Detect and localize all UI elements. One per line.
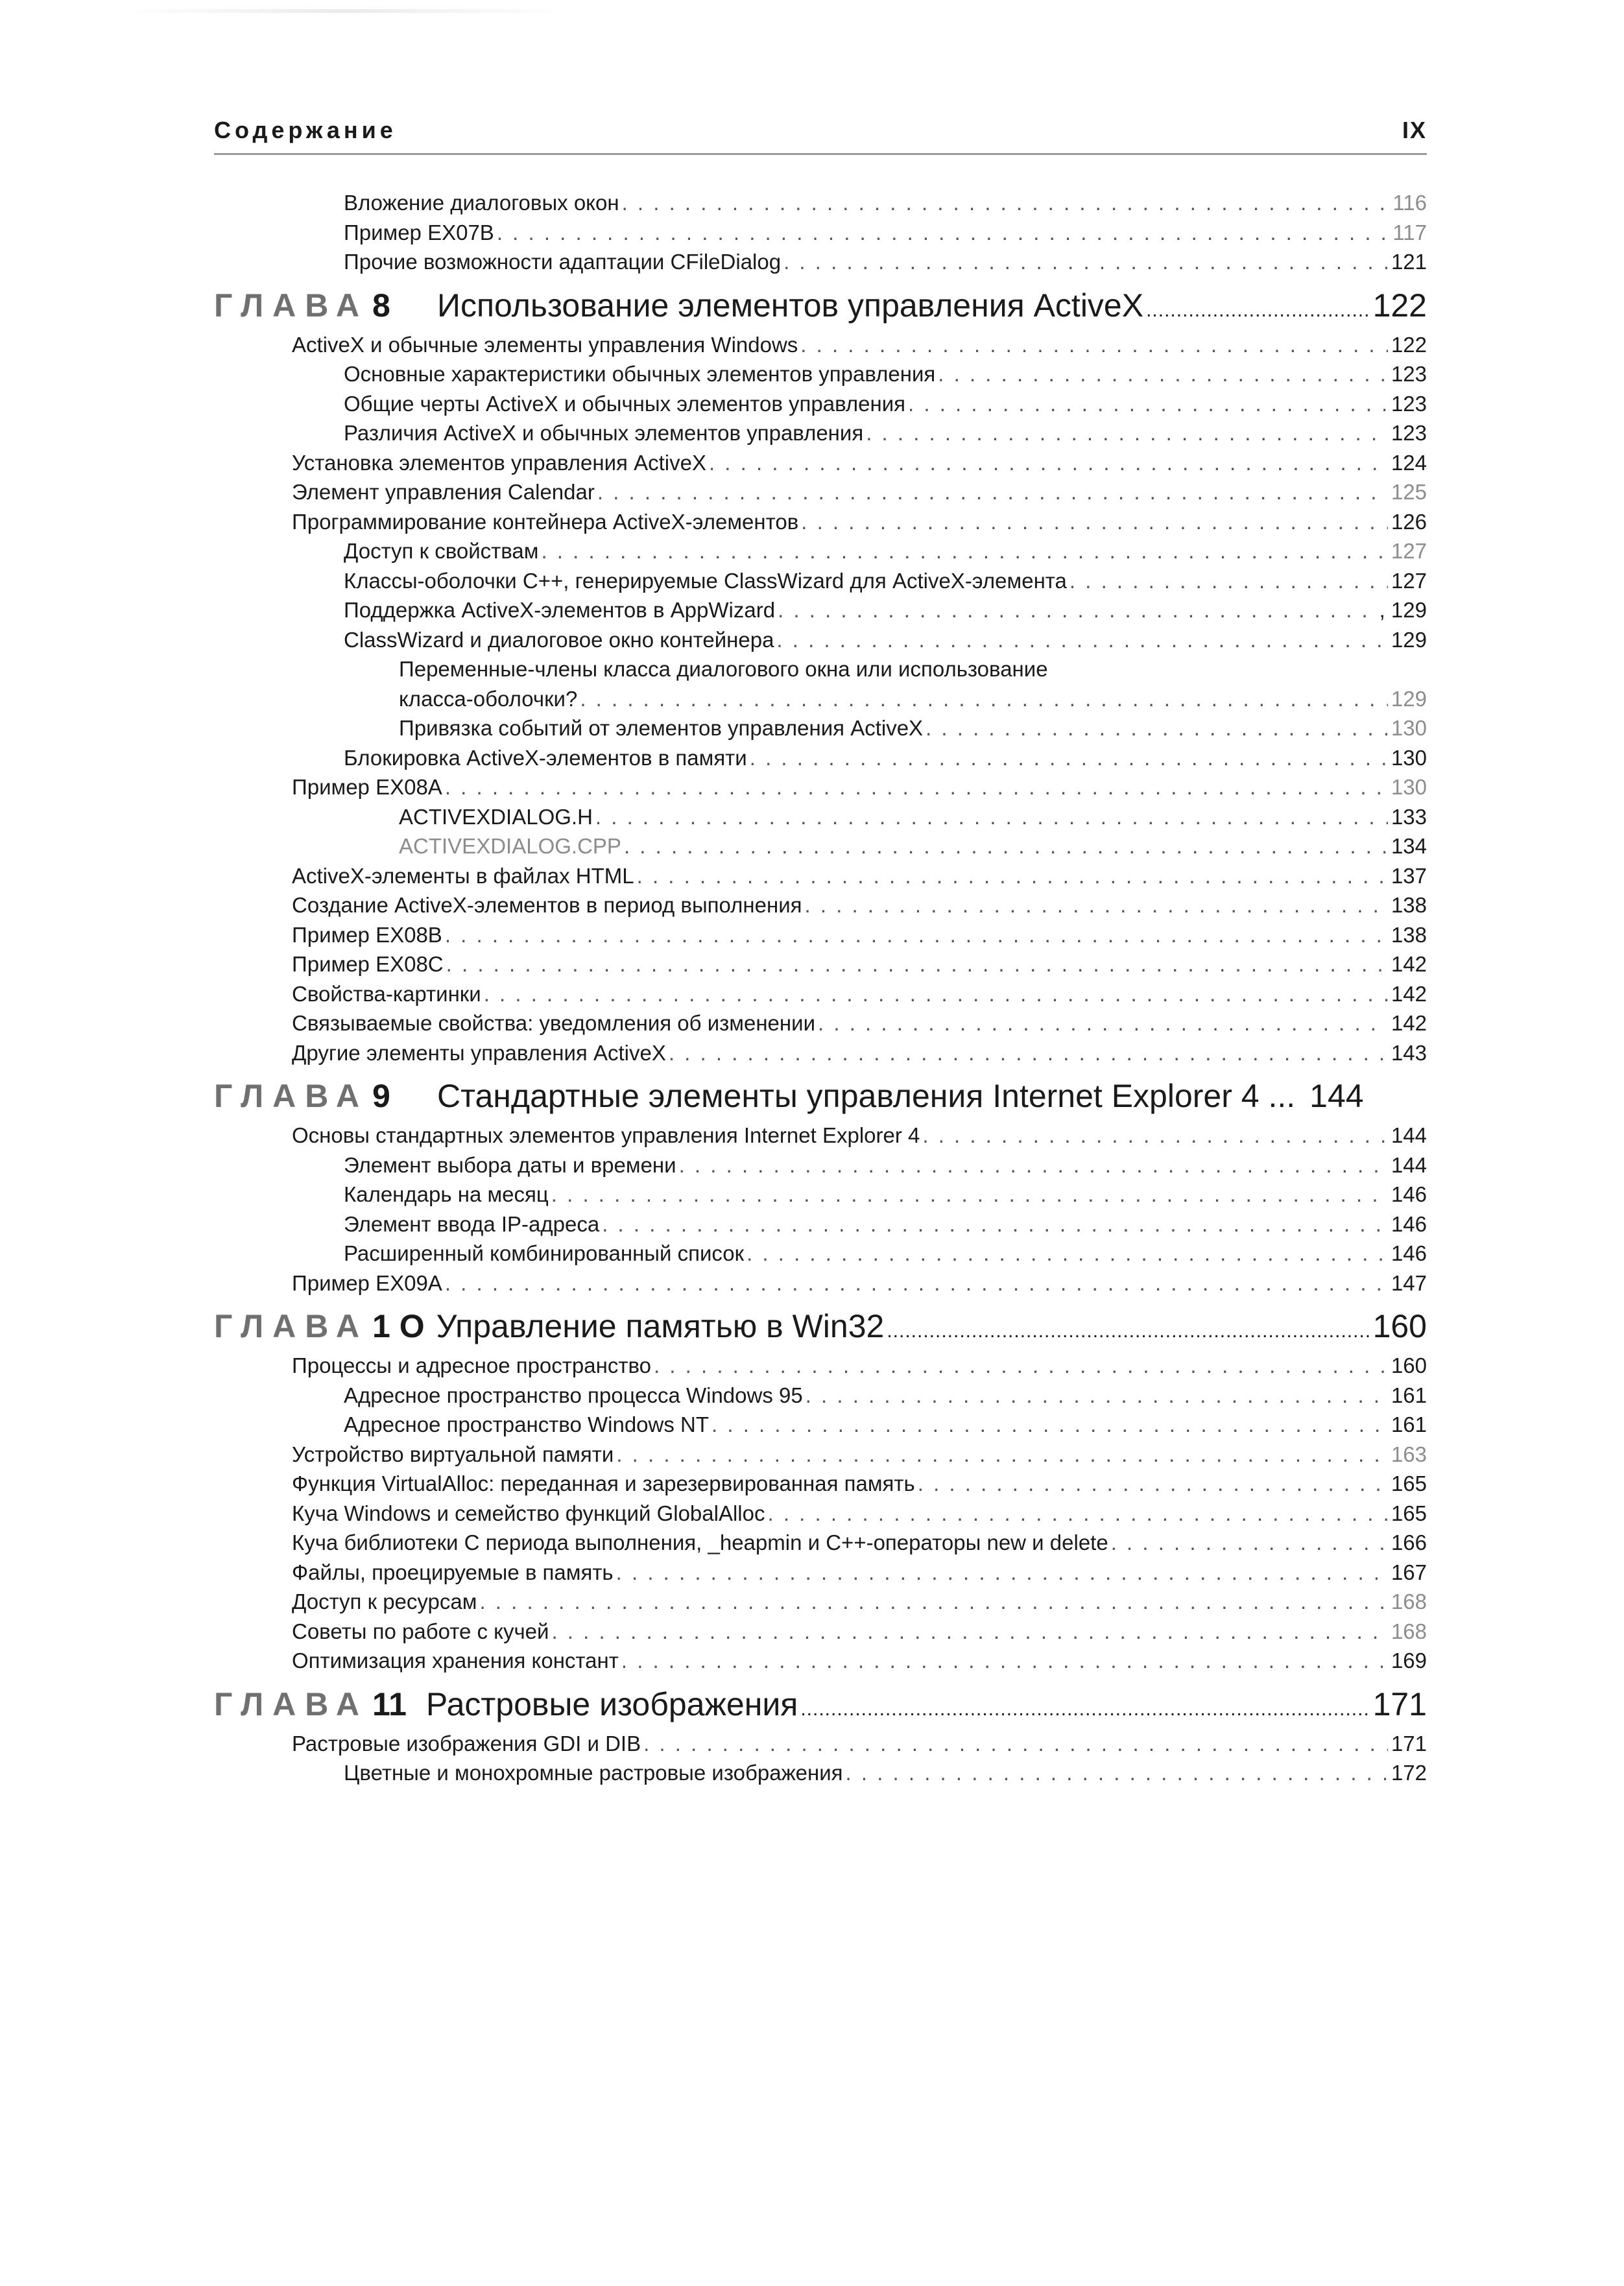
chapter-label: ГЛАВА (214, 1685, 369, 1722)
toc-entry-page: 130 (1391, 775, 1427, 799)
toc-entry-page: 138 (1391, 893, 1427, 917)
leader-dots (778, 595, 1377, 625)
toc-entry[interactable] (214, 566, 1427, 596)
table-of-contents (214, 188, 1427, 1788)
toc-entry-title: Различия ActiveX и обычных элементов управления (344, 421, 864, 445)
toc-entry-page: 146 (1391, 1241, 1427, 1265)
chapter-heading-11[interactable] (214, 1681, 1427, 1728)
leader-dots (776, 625, 1388, 655)
leader-dots (938, 359, 1388, 389)
leader-dots (621, 1646, 1388, 1676)
leader-dots (908, 389, 1388, 419)
toc-entry[interactable] (214, 1558, 1427, 1588)
toc-entry[interactable] (214, 1758, 1427, 1788)
toc-entry-page: 142 (1391, 952, 1427, 976)
leader-dots (800, 330, 1388, 360)
toc-entry-page: , 129 (1379, 598, 1427, 622)
leader-dots (1069, 566, 1388, 596)
toc-entry[interactable] (214, 861, 1427, 891)
chapter-label: ГЛАВА (214, 1078, 369, 1114)
toc-entry-page: 137 (1391, 863, 1427, 888)
toc-entry[interactable] (214, 1121, 1427, 1150)
toc-entry-page: 123 (1391, 391, 1427, 416)
toc-entry[interactable] (214, 1410, 1427, 1440)
toc-entry-page: 123 (1391, 362, 1427, 386)
leader-dots (1146, 287, 1370, 334)
leader-dots (445, 920, 1388, 950)
toc-entry[interactable] (214, 1150, 1427, 1180)
toc-entry-title: Общие черты ActiveX и обычных элементов управления (344, 391, 906, 416)
running-header (214, 117, 1427, 156)
toc-entry-page: 124 (1391, 450, 1427, 475)
toc-entry[interactable] (214, 1351, 1427, 1381)
toc-entry-page: 167 (1391, 1560, 1427, 1584)
leader-dots (922, 1121, 1388, 1150)
toc-entry[interactable] (214, 595, 1427, 625)
toc-entry[interactable] (214, 359, 1427, 389)
toc-entry[interactable] (214, 831, 1427, 861)
leader-dots (497, 218, 1388, 248)
toc-entry-title: Файлы, проецируемые в память (292, 1560, 614, 1584)
toc-entry-title: ActiveX-элементы в файлах HTML (292, 863, 634, 888)
chapter-number: 1 O (372, 1308, 425, 1344)
toc-entry[interactable] (214, 1469, 1427, 1499)
toc-entry-title: Элемент ввода IP-адреса (344, 1211, 600, 1236)
toc-entry-page: 130 (1391, 745, 1427, 770)
toc-entry-title: Доступ к свойствам (344, 539, 539, 563)
toc-entry-title: ACTIVEXDIALOG.CPP (399, 834, 621, 858)
toc-entry[interactable] (214, 330, 1427, 360)
toc-entry[interactable] (214, 1587, 1427, 1617)
chapter-number: 9 (372, 1078, 390, 1114)
leader-dots (846, 1758, 1388, 1788)
toc-entry-title: ACTIVEXDIALOG.H (399, 804, 593, 829)
leader-dots (551, 1180, 1388, 1209)
toc-entry-title: Процессы и адресное пространство (292, 1353, 651, 1377)
toc-entry-title: Вложение диалоговых окон (344, 191, 619, 215)
toc-entry-title: Адресное пространство процесса Windows 95 (344, 1383, 803, 1407)
toc-entry-page: 116 (1392, 191, 1427, 215)
toc-entry-page: 142 (1391, 1011, 1427, 1035)
toc-entry-page: 147 (1391, 1270, 1427, 1295)
header-rule (214, 153, 1427, 155)
toc-entry-page: 144 (1391, 1152, 1427, 1177)
toc-entry-page: 146 (1391, 1182, 1427, 1206)
toc-entry-page: 117 (1392, 220, 1427, 244)
toc-entry[interactable] (214, 218, 1427, 248)
toc-entry[interactable] (214, 802, 1427, 832)
toc-entry-title: Календарь на месяц (344, 1182, 549, 1206)
chapter-title: Управление памятью в Win32 (436, 1308, 885, 1344)
leader-dots (551, 1617, 1388, 1647)
toc-entry-page: 144 (1391, 1123, 1427, 1147)
toc-entry[interactable] (214, 1646, 1427, 1676)
leader-dots (597, 477, 1388, 507)
toc-entry-title: Оптимизация хранения констант (292, 1649, 619, 1673)
leader-dots (887, 1308, 1370, 1355)
chapter-page: 171 (1372, 1685, 1427, 1722)
leader-dots (595, 802, 1388, 832)
toc-entry-page: 121 (1391, 250, 1427, 274)
toc-entry-title: Куча библиотеки С периода выполнения, _heapmin и С++-операторы new и delete (292, 1530, 1108, 1554)
toc-entry[interactable] (214, 1268, 1427, 1298)
leader-dots (624, 831, 1388, 861)
toc-entry[interactable] (214, 1528, 1427, 1558)
toc-entry-title: Связываемые свойства: уведомления об изменении (292, 1011, 816, 1035)
toc-entry[interactable] (214, 1038, 1427, 1068)
chapter-page: 160 (1372, 1308, 1427, 1344)
toc-entry[interactable] (214, 188, 1427, 218)
chapter-page: 122 (1372, 287, 1427, 324)
toc-entry-page: 129 (1391, 686, 1427, 711)
toc-entry-title: Основные характеристики обычных элементов управления (344, 362, 936, 386)
toc-entry-page: 138 (1391, 922, 1427, 947)
toc-entry-page: 168 (1391, 1619, 1427, 1643)
toc-entry-title: Установка элементов управления ActiveX (292, 450, 706, 475)
toc-entry-page: 165 (1391, 1501, 1427, 1525)
leader-dots (768, 1499, 1389, 1529)
toc-entry-page: 125 (1391, 480, 1427, 504)
toc-entry-page: 122 (1391, 332, 1427, 357)
chapter-heading-8[interactable] (214, 282, 1427, 329)
toc-entry-title: Блокировка ActiveX-элементов в памяти (344, 745, 747, 770)
toc-entry-page: 143 (1391, 1040, 1427, 1065)
toc-entry-page: 166 (1391, 1530, 1427, 1554)
toc-entry-page: 126 (1391, 509, 1427, 534)
leader-dots (818, 1008, 1388, 1038)
toc-entry[interactable] (214, 979, 1427, 1009)
chapter-heading-9[interactable] (214, 1073, 1427, 1119)
toc-entry-title: Свойства-картинки (292, 981, 481, 1006)
toc-entry-title: Поддержка ActiveX-элементов в AppWizard (344, 598, 776, 622)
toc-entry-title: Устройство виртуальной памяти (292, 1442, 614, 1466)
toc-entry-title: Основы стандартных элементов управления Internet Explorer 4 (292, 1123, 920, 1147)
leader-dots (654, 1351, 1388, 1381)
toc-entry-title: Элемент выбора даты и времени (344, 1152, 676, 1177)
leader-dots (637, 861, 1388, 891)
toc-entry-title: Прочие возможности адаптации CFileDialog (344, 250, 782, 274)
toc-entry-title: ActiveX и обычные элементы управления Windows (292, 332, 798, 357)
leader-dots (445, 1268, 1388, 1298)
toc-entry-page: 171 (1391, 1731, 1427, 1756)
toc-entry[interactable] (214, 1499, 1427, 1529)
leader-dots (445, 772, 1388, 802)
leader-dots (805, 890, 1388, 920)
leader-dots (541, 536, 1388, 566)
leader-dots (750, 743, 1388, 773)
toc-entry[interactable] (214, 1209, 1427, 1239)
toc-entry[interactable] (214, 743, 1427, 773)
toc-entry-title: Адресное пространство Windows NT (344, 1412, 710, 1436)
chapter-title: Стандартные элементы управления Internet Explorer 4 ... (437, 1078, 1296, 1114)
toc-entry-page: 172 (1391, 1761, 1427, 1785)
toc-entry[interactable] (214, 920, 1427, 950)
toc-entry-title: Пример EX08B (292, 922, 442, 947)
toc-entry[interactable] (214, 389, 1427, 419)
toc-entry-title: Куча Windows и семейство функций GlobalAlloc (292, 1501, 765, 1525)
toc-entry-title-line1: Переменные-члены класса диалогового окна или использование (399, 657, 1048, 681)
chapter-number: 8 (372, 287, 390, 324)
header-title: Содержание (214, 117, 397, 143)
toc-entry-title: Другие элементы управления ActiveX (292, 1040, 666, 1065)
leader-dots (746, 1239, 1388, 1268)
toc-entry-title: Программирование контейнера ActiveX-элементов (292, 509, 799, 534)
leader-dots (925, 713, 1388, 743)
leader-dots (806, 1381, 1388, 1411)
leader-dots (479, 1587, 1388, 1617)
toc-entry[interactable] (214, 418, 1427, 448)
toc-entry-page: 165 (1391, 1471, 1427, 1495)
toc-entry-page: 123 (1391, 421, 1427, 445)
toc-entry-page: 130 (1391, 716, 1427, 740)
leader-dots (616, 1558, 1388, 1588)
chapter-title: Растровые изображения (425, 1685, 798, 1722)
toc-entry-title: Пример EX08A (292, 775, 442, 799)
toc-entry[interactable] (214, 625, 1427, 655)
toc-entry-page: 168 (1391, 1589, 1427, 1613)
scan-artifact (117, 9, 571, 13)
leader-dots (800, 1686, 1370, 1733)
leader-dots (484, 979, 1388, 1009)
toc-entry-title: Растровые изображения GDI и DIB (292, 1731, 641, 1756)
chapter-title: Использование элементов управления ActiveX (437, 287, 1144, 324)
toc-entry[interactable] (214, 713, 1427, 743)
toc-entry-page: 129 (1391, 627, 1427, 652)
toc-entry-title: Цветные и монохромные растровые изображения (344, 1761, 843, 1785)
toc-entry[interactable] (214, 1729, 1427, 1759)
toc-entry-title: Пример EX07B (344, 220, 494, 244)
toc-entry-title: Советы по работе с кучей (292, 1619, 549, 1643)
leader-dots (602, 1209, 1388, 1239)
toc-entry-title: Элемент управления Calendar (292, 480, 595, 504)
leader-dots (669, 1038, 1388, 1068)
leader-dots (801, 507, 1388, 537)
leader-dots (918, 1469, 1388, 1499)
toc-entry-title: Пример EX08C (292, 952, 444, 976)
toc-entry[interactable] (214, 1440, 1427, 1470)
leader-dots (711, 1410, 1388, 1440)
toc-entry[interactable] (214, 507, 1427, 537)
leader-dots (622, 188, 1388, 218)
toc-entry-page: 161 (1391, 1383, 1427, 1407)
chapter-label: ГЛАВА (214, 287, 369, 324)
leader-dots (783, 247, 1388, 277)
toc-entry[interactable] (214, 890, 1427, 920)
chapter-heading-10[interactable] (214, 1303, 1427, 1350)
leader-dots (1111, 1528, 1388, 1558)
chapter-page: 144 (1309, 1078, 1364, 1114)
toc-entry[interactable] (214, 1180, 1427, 1209)
toc-entry[interactable] (214, 1381, 1427, 1411)
toc-entry[interactable] (214, 1008, 1427, 1038)
toc-entry-title: Классы-оболочки C++, генерируемые ClassWizard для ActiveX-элемента (344, 568, 1067, 593)
leader-dots (866, 418, 1388, 448)
toc-entry[interactable] (214, 477, 1427, 507)
toc-entry-page: 142 (1391, 981, 1427, 1006)
toc-entry[interactable] (214, 1239, 1427, 1268)
toc-entry-page: 127 (1391, 539, 1427, 563)
toc-entry[interactable] (214, 684, 1427, 714)
toc-entry-page: 146 (1391, 1211, 1427, 1236)
toc-entry-title: класса-оболочки? (399, 686, 578, 711)
toc-entry-title: ClassWizard и диалоговое окно контейнера (344, 627, 774, 652)
toc-entry[interactable] (214, 247, 1427, 277)
toc-entry-page: 161 (1391, 1412, 1427, 1436)
leader-dots (679, 1150, 1388, 1180)
toc-entry-page: 133 (1391, 804, 1427, 829)
toc-entry[interactable] (214, 536, 1427, 566)
header-page-number: IX (1402, 117, 1427, 143)
toc-entry[interactable] (214, 448, 1427, 478)
toc-entry-page: 169 (1391, 1649, 1427, 1673)
toc-entry-title: Функция VirtualAlloc: переданная и зарезервированная память (292, 1471, 915, 1495)
leader-dots (709, 448, 1388, 478)
leader-dots (446, 949, 1388, 979)
toc-entry[interactable] (214, 949, 1427, 979)
toc-entry-title: Расширенный комбинированный список (344, 1241, 745, 1265)
toc-entry-title: Пример EX09A (292, 1270, 442, 1295)
toc-entry-title: Доступ к ресурсам (292, 1589, 477, 1613)
toc-entry-page: 134 (1391, 834, 1427, 858)
toc-entry-page: 127 (1391, 568, 1427, 593)
chapter-number: 11 (372, 1685, 407, 1722)
toc-entry[interactable] (214, 772, 1427, 802)
toc-entry-page: 160 (1391, 1353, 1427, 1377)
toc-entry-page: 163 (1391, 1442, 1427, 1466)
chapter-label: ГЛАВА (214, 1308, 369, 1344)
leader-dots (616, 1440, 1388, 1470)
leader-dots (643, 1729, 1388, 1759)
leader-dots (580, 684, 1388, 714)
toc-entry[interactable] (214, 1617, 1427, 1647)
toc-entry-title: Привязка событий от элементов управления ActiveX (399, 716, 924, 740)
toc-entry-title: Создание ActiveX-элементов в период выполнения (292, 893, 802, 917)
